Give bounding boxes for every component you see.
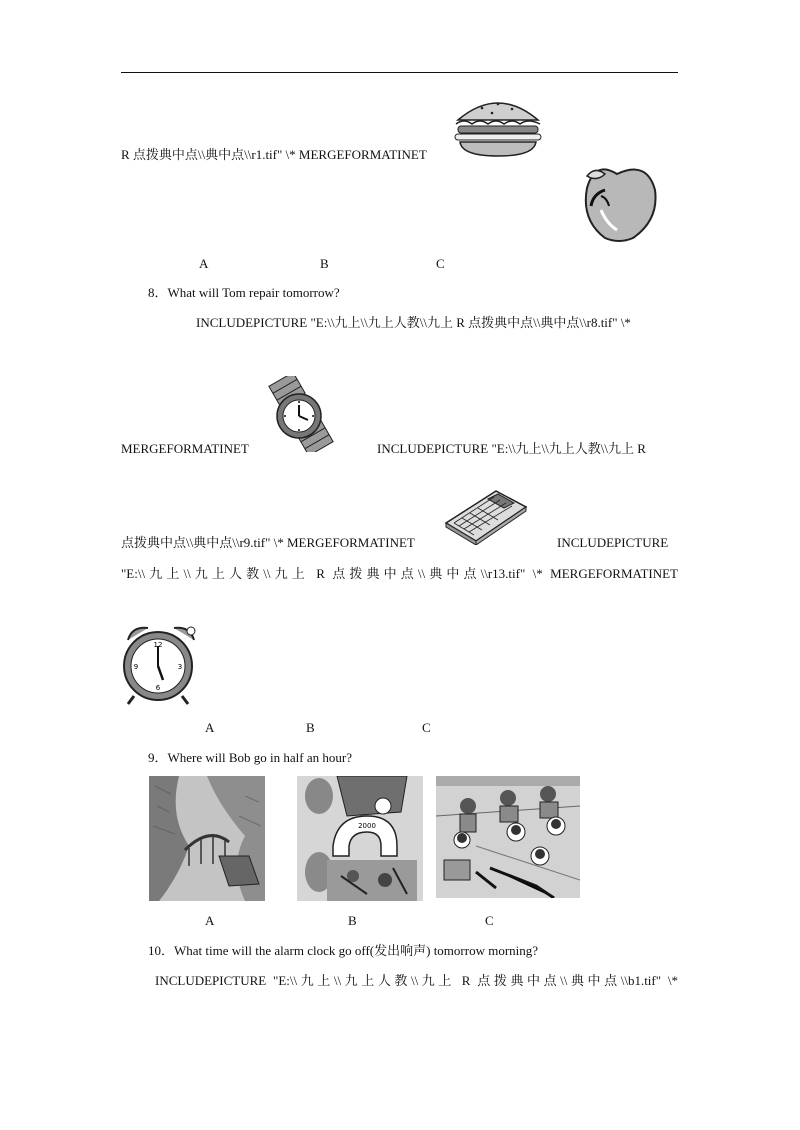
q7-option-b: B: [320, 256, 329, 271]
calculator-icon: [442, 487, 528, 545]
burger-icon: [452, 94, 544, 158]
svg-text:9: 9: [133, 663, 139, 671]
svg-text:12: 12: [153, 641, 163, 649]
svg-text:3: 3: [177, 663, 183, 671]
svg-text:6: 6: [155, 684, 161, 692]
q10-question: 10．What time will the alarm clock go off(发出响声) tomorrow morning?: [148, 943, 539, 958]
amusement-park-picture: [297, 776, 423, 901]
q7-option-a: A: [199, 256, 209, 271]
alarm-clock-icon: [118, 622, 200, 706]
q9-question: 9．Where will Bob go in half an hour?: [148, 750, 352, 765]
apple-icon: [577, 154, 663, 244]
q8-question: 8．What will Tom repair tomorrow?: [148, 285, 340, 300]
svg-text:2000: 2000: [358, 822, 376, 830]
q7-include-line: R 点拨典中点\\典中点\\r1.tif" \* MERGEFORMATINET: [121, 147, 427, 162]
classroom-picture: [436, 776, 580, 898]
q8-option-a: A: [205, 720, 215, 735]
header-rule: [121, 72, 678, 73]
q8-option-b: B: [306, 720, 315, 735]
q8-line-4: "E:\\九上\\九上人教\\九上 R 点拨典中点\\典中点\\r13.tif" \* MERGEFORMATINET: [121, 566, 678, 581]
river-bridge-picture: [149, 776, 265, 901]
q8-line-3a: 点拨典中点\\典中点\\r9.tif" \* MERGEFORMATINET: [121, 535, 415, 550]
q7-option-c: C: [436, 256, 445, 271]
q8-include-line-1: INCLUDEPICTURE "E:\\九上\\九上人教\\九上 R 点拨典中点\\典中点\\r8.tif" \*: [196, 315, 631, 330]
q9-option-a: A: [205, 913, 215, 928]
q8-line-3b: INCLUDEPICTURE: [557, 535, 669, 550]
q8-option-c: C: [422, 720, 431, 735]
q9-option-c: C: [485, 913, 494, 928]
q8-line-2b: INCLUDEPICTURE "E:\\九上\\九上人教\\九上 R: [377, 441, 646, 456]
watch-icon: [262, 376, 340, 452]
q9-option-b: B: [348, 913, 357, 928]
q8-line-2a: MERGEFORMATINET: [121, 441, 249, 456]
q10-include-line: INCLUDEPICTURE "E:\\九上\\九上人教\\九上 R 点拨典中点\\典中点\\b1.tif" \*: [155, 973, 678, 988]
